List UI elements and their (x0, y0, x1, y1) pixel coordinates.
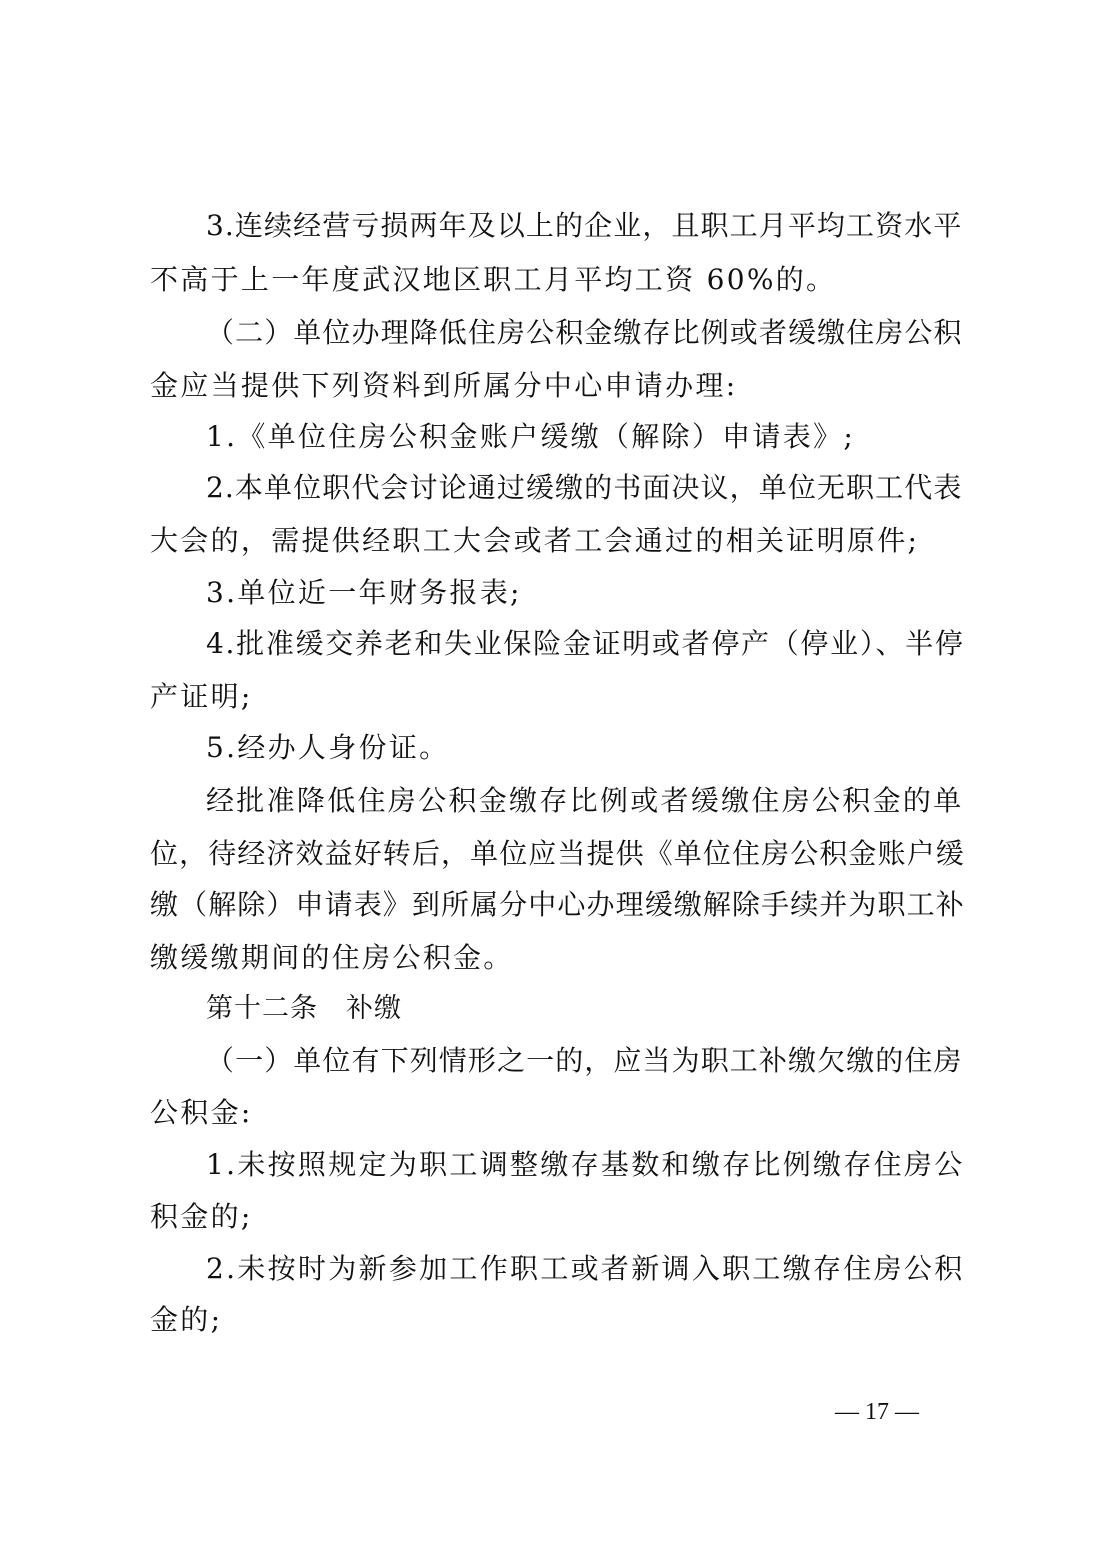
text-line: 位，待经济效益好转后，单位应当提供《单位住房公积金账户缓 (150, 837, 965, 870)
text-line: 4.批准缓交养老和失业保险金证明或者停产（停业）、半停 (206, 627, 965, 660)
text-line: 缴（解除）申请表》到所属分中心办理缓缴解除手续并为职工补 (150, 888, 965, 921)
text-line: 不高于上一年度武汉地区职工月平均工资 60%的。 (150, 263, 837, 296)
text-line: 大会的，需提供经职工大会或者工会通过的相关证明原件; (150, 524, 920, 557)
text-line: 3.连续经营亏损两年及以上的企业，且职工月平均工资水平 (206, 209, 963, 242)
text-line: 金应当提供下列资料到所属分中心申请办理: (150, 369, 738, 402)
text-line: 积金的; (150, 1200, 253, 1233)
text-line: 经批准降低住房公积金缴存比例或者缓缴住房公积金的单 (206, 784, 964, 817)
text-line: 2.本单位职代会讨论通过缓缴的书面决议，单位无职工代表 (206, 471, 963, 504)
article-heading: 第十二条 补缴 (206, 993, 402, 1024)
text-line: 2.未按时为新参加工作职工或者新调入职工缴存住房公积 (206, 1252, 965, 1285)
text-line: 公积金: (150, 1096, 253, 1129)
text-line: （二）单位办理降低住房公积金缴存比例或者缓缴住房公积 (206, 316, 963, 349)
text-line: 金的; (150, 1303, 223, 1336)
page-number: — 17 — (835, 1399, 919, 1425)
text-line: 3.单位近一年财务报表; (206, 576, 522, 609)
text-line: 1.未按照规定为职工调整缴存基数和缴存比例缴存住房公 (206, 1148, 965, 1181)
text-line: （一）单位有下列情形之一的，应当为职工补缴欠缴的住房 (206, 1044, 963, 1077)
text-line: 5.经办人身份证。 (206, 731, 450, 764)
text-line: 缴缓缴期间的住房公积金。 (150, 941, 514, 974)
text-line: 1.《单位住房公积金账户缓缴（解除）申请表》; (206, 420, 856, 453)
text-line: 产证明; (150, 680, 253, 713)
